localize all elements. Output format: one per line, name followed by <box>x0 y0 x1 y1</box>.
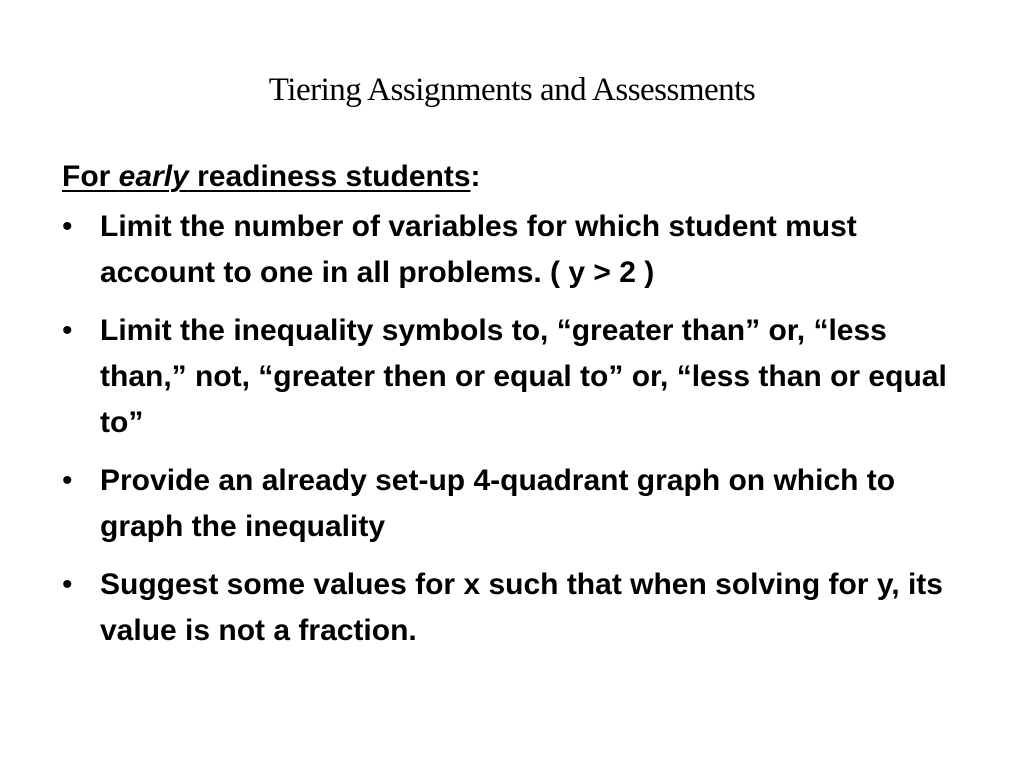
bullet-text: Suggest some values for x such that when solving for y, its value is not a fraction. <box>100 568 943 647</box>
bullet-item <box>62 562 962 654</box>
bullet-text: Provide an already set-up 4-quadrant graph on which to graph the inequality <box>100 464 896 543</box>
bullet-icon: • <box>62 568 73 601</box>
slide-body <box>62 154 962 666</box>
bullet-text: Limit the number of variables for which student must account to one in all problems. ( y > 2 ) <box>100 210 857 289</box>
heading-suffix: readiness students <box>188 160 471 193</box>
bullet-icon: • <box>62 314 73 347</box>
section-heading <box>62 154 962 200</box>
heading-colon: : <box>470 160 481 193</box>
bullet-item <box>62 458 962 550</box>
heading-emphasis: early <box>118 160 189 193</box>
bullet-item <box>62 204 962 296</box>
bullet-list <box>62 204 962 654</box>
bullet-icon: • <box>62 210 73 243</box>
slide-title: Tiering Assignments and Assessments <box>268 72 756 108</box>
bullet-icon: • <box>62 464 73 497</box>
heading-underlined <box>62 160 471 193</box>
bullet-text: Limit the inequality symbols to, “greater than” or, “less than,” not, “greater then or equal to” or, “less than or equal to” <box>100 314 947 439</box>
heading-prefix: For <box>62 160 119 193</box>
bullet-item <box>62 308 962 446</box>
